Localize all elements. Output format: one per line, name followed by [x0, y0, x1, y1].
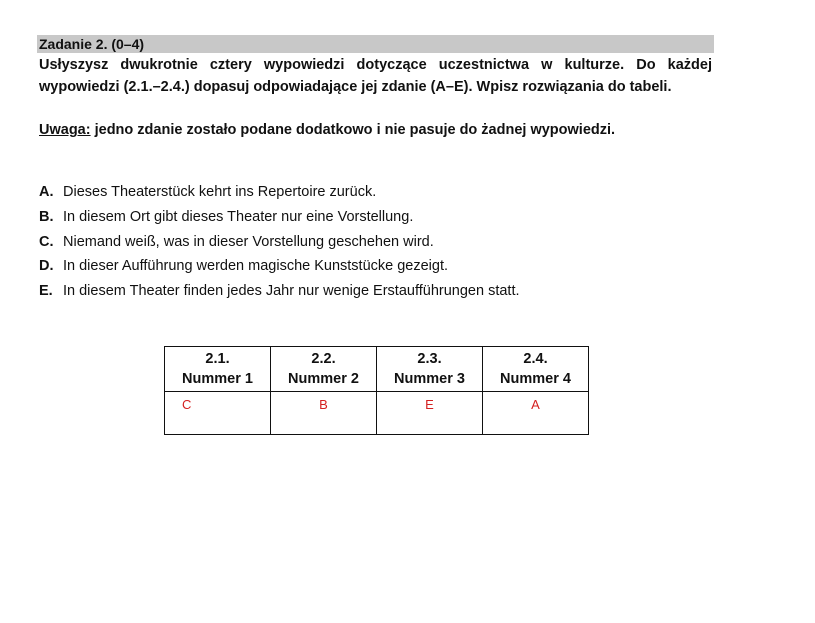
- option-text: In dieser Aufführung werden magische Kunststücke gezeigt.: [63, 258, 449, 275]
- answer-table-answer-row: [165, 392, 589, 435]
- task-note: [39, 120, 615, 142]
- option-a: [39, 180, 520, 205]
- answer-value: E: [425, 397, 434, 412]
- answer-cell-1[interactable]: [165, 392, 271, 435]
- option-d: [39, 254, 520, 279]
- option-letter: D.: [39, 258, 54, 275]
- column-label: Nummer 1: [182, 371, 253, 387]
- column-number: 2.1.: [205, 351, 230, 367]
- column-label: Nummer 4: [500, 371, 571, 387]
- options-list: [39, 180, 520, 304]
- option-letter: B.: [39, 208, 54, 225]
- header-cell-4: [483, 347, 589, 392]
- note-text: jedno zdanie zostało podane dodatkowo i nie pasuje do żadnej wypowiedzi.: [90, 122, 616, 138]
- header-cell-3: [377, 347, 483, 392]
- answer-cell-4[interactable]: [483, 392, 589, 435]
- column-label: Nummer 2: [288, 371, 359, 387]
- answer-table: [164, 346, 589, 435]
- column-label: Nummer 3: [394, 371, 465, 387]
- option-letter: C.: [39, 233, 54, 250]
- option-c: [39, 230, 520, 255]
- option-text: Niemand weiß, was in dieser Vorstellung geschehen wird.: [63, 233, 434, 250]
- option-text: In diesem Theater finden jedes Jahr nur wenige Erstaufführungen statt.: [63, 283, 520, 300]
- note-label: Uwaga:: [39, 122, 91, 138]
- header-cell-1: [165, 347, 271, 392]
- answer-cell-3[interactable]: [377, 392, 483, 435]
- column-number: 2.2.: [311, 351, 336, 367]
- column-number: 2.3.: [417, 351, 442, 367]
- answer-value: C: [182, 397, 192, 412]
- option-text: Dieses Theaterstück kehrt ins Repertoire zurück.: [63, 184, 377, 200]
- option-letter: A.: [39, 184, 54, 200]
- option-text: In diesem Ort gibt dieses Theater nur eine Vorstellung.: [63, 208, 414, 225]
- answer-value: A: [531, 397, 540, 412]
- option-b: [39, 205, 520, 230]
- answer-table-header-row: [165, 347, 589, 392]
- option-letter: E.: [39, 283, 53, 300]
- task-instruction: Usłyszysz dwukrotnie cztery wypowiedzi dotyczące uczestnictwa w kulturze. Do każdej wypowiedzi (2.1.–2.4.) dopasuj odpowiadające jej zdanie (A–E). Wpisz rozwiązania do tabeli.: [39, 57, 712, 95]
- answer-cell-2[interactable]: [271, 392, 377, 435]
- task-title: Zadanie 2. (0–4): [39, 36, 145, 52]
- option-e: [39, 279, 520, 304]
- answer-value: B: [319, 397, 328, 412]
- header-cell-2: [271, 347, 377, 392]
- column-number: 2.4.: [523, 351, 548, 367]
